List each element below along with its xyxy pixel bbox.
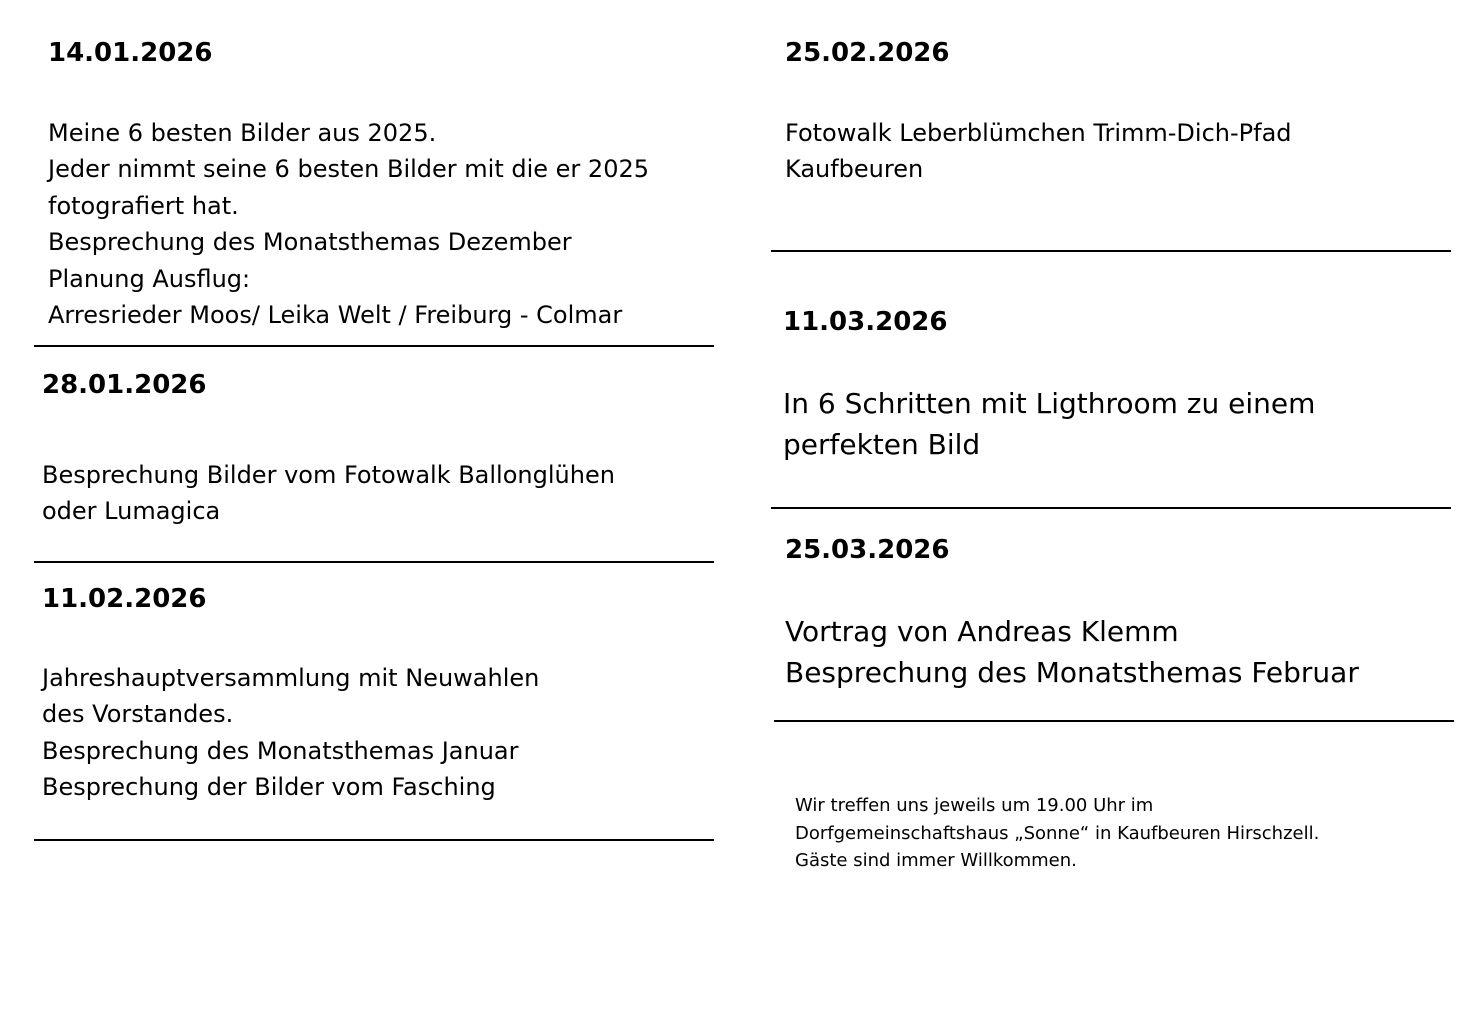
meeting-info-line: Dorfgemeinschaftshaus „Sonne“ in Kaufbeuren Hirschzell.: [795, 822, 1320, 844]
event-description-line: des Vorstandes.: [42, 700, 234, 729]
event-description-line: Besprechung des Monatsthemas Dezember: [48, 228, 572, 257]
event-description: [785, 611, 1359, 693]
event-description-line: Jeder nimmt seine 6 besten Bilder mit die er 2025: [48, 155, 649, 184]
event-description-line: Besprechung des Monatsthemas Februar: [785, 656, 1359, 689]
event-date: 11.02.2026: [42, 584, 207, 614]
event-description-line: Planung Ausflug:: [48, 264, 251, 293]
event-description-line: Fotowalk Leberblümchen Trimm-Dich-Pfad: [785, 119, 1292, 147]
event-description-line: Vortrag von Andreas Klemm: [785, 615, 1179, 648]
event-description-line: Besprechung der Bilder vom Fasching: [42, 773, 496, 802]
divider-line: [771, 507, 1451, 509]
event-date: 25.02.2026: [785, 38, 950, 68]
event-description: [783, 383, 1315, 465]
event-description-line: Besprechung Bilder vom Fotowalk Ballonglühen: [42, 461, 615, 489]
event-date: 25.03.2026: [785, 535, 950, 565]
event-description-line: Arresrieder Moos/ Leika Welt / Freiburg - Colmar: [48, 301, 623, 330]
divider-line: [771, 250, 1451, 252]
event-description-line: Kaufbeuren: [785, 155, 924, 184]
event-description-line: In 6 Schritten mit Ligthroom zu einem: [783, 387, 1316, 420]
divider-line: [774, 720, 1454, 722]
event-date: 11.03.2026: [783, 307, 948, 337]
event-description-line: Besprechung des Monatsthemas Januar: [42, 736, 519, 765]
event-description: [785, 115, 1292, 188]
event-description-line: perfekten Bild: [783, 428, 981, 461]
event-description: [48, 115, 649, 333]
meeting-info-note: [795, 792, 1319, 875]
event-description: [42, 457, 615, 530]
event-date: 14.01.2026: [48, 38, 213, 68]
meeting-info-line: Wir treffen uns jeweils um 19.00 Uhr im: [795, 795, 1154, 816]
event-description-line: Jahreshauptversammlung mit Neuwahlen: [42, 664, 540, 692]
event-description-line: Meine 6 besten Bilder aus 2025.: [48, 119, 437, 147]
meeting-info-line: Gäste sind immer Willkommen.: [795, 850, 1077, 871]
divider-line: [34, 345, 714, 347]
divider-line: [34, 561, 714, 563]
event-date: 28.01.2026: [42, 370, 207, 400]
divider-line: [34, 839, 714, 841]
event-description: [42, 660, 539, 806]
event-description-line: fotografiert hat.: [48, 191, 239, 220]
event-description-line: oder Lumagica: [42, 497, 221, 526]
